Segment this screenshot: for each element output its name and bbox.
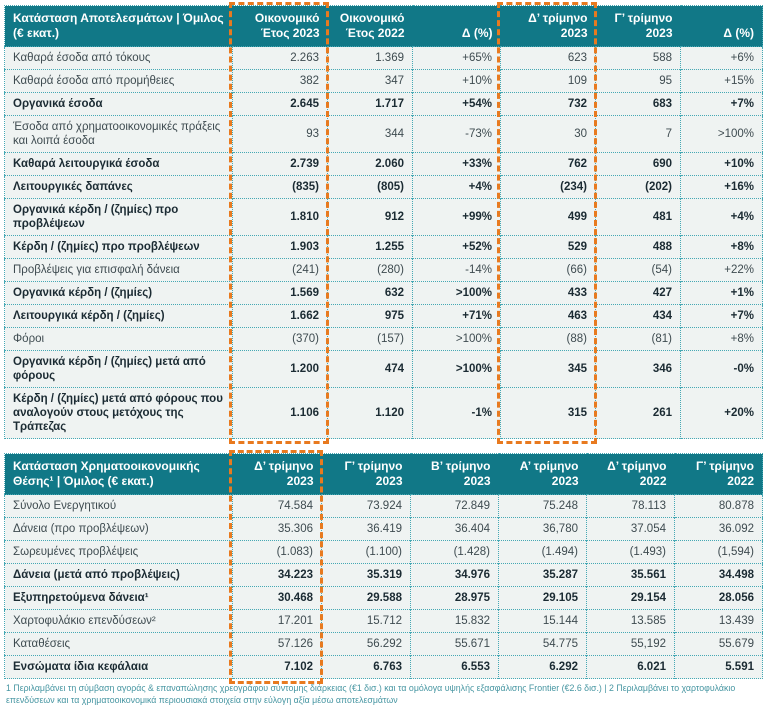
table-row xyxy=(5,93,763,116)
income-statement-table xyxy=(4,5,763,439)
cell-value: 488 xyxy=(596,236,681,259)
cell-value: +8% xyxy=(681,236,763,259)
table-row xyxy=(5,282,763,305)
row-label: Έσοδα από χρηματοοικονομικές πράξεις και λοιπά έσοδα xyxy=(5,116,233,153)
cell-value: 73.924 xyxy=(322,495,411,518)
cell-value: +1% xyxy=(681,282,763,305)
column-header: Δ’ τρίμηνο 2023 xyxy=(501,6,596,47)
cell-value: 975 xyxy=(328,305,413,328)
cell-value: 427 xyxy=(596,282,681,305)
cell-value: 344 xyxy=(328,116,413,153)
row-label: Καθαρά έσοδα από προμήθειες xyxy=(5,70,233,93)
cell-value: >100% xyxy=(681,116,763,153)
cell-value: +16% xyxy=(681,176,763,199)
cell-value: 1.662 xyxy=(233,305,328,328)
row-label: Καθαρά έσοδα από τόκους xyxy=(5,47,233,70)
cell-value: 433 xyxy=(501,282,596,305)
table-row xyxy=(5,495,763,518)
cell-value: (1.494) xyxy=(499,541,587,564)
row-label: Οργανικά κέρδη / (ζημίες) μετά από φόρους xyxy=(5,351,233,388)
column-header: Οικονομικό Έτος 2023 xyxy=(233,6,328,47)
table-row xyxy=(5,305,763,328)
cell-value: +7% xyxy=(681,93,763,116)
column-header: Γ’ τρίμηνο 2023 xyxy=(596,6,681,47)
column-header: Δ (%) xyxy=(681,6,763,47)
cell-value: 1.120 xyxy=(328,388,413,439)
cell-value: (1.100) xyxy=(322,541,411,564)
cell-value: -0% xyxy=(681,351,763,388)
cell-value: 5.591 xyxy=(675,656,763,679)
cell-value: 36.404 xyxy=(411,518,499,541)
table-row xyxy=(5,153,763,176)
cell-value: >100% xyxy=(413,328,501,351)
cell-value: (66) xyxy=(501,259,596,282)
cell-value: 1.717 xyxy=(328,93,413,116)
cell-value: 75.248 xyxy=(499,495,587,518)
footnote: 1 Περιλαμβάνει τη σύμβαση αγοράς & επαναπώλησης χρεογράφου σύντομης διάρκειας (€1 δισ.) και τα ομόλογα υψηλής εξασφάλισης Frontier (€2.6 δισ.) | 2 Περιλαμβάνει το χαρτοφυλάκιο επενδύσεων και τα χρηματοοικονομικά περιουσιακά στοιχεία στην εύλογη αξία μέσω αποτελεσμάτων xyxy=(6,683,736,705)
table-row xyxy=(5,199,763,236)
cell-value: 30.468 xyxy=(233,587,322,610)
column-header: Α’ τρίμηνο 2023 xyxy=(499,454,587,495)
cell-value: 15.712 xyxy=(322,610,411,633)
row-label: Δάνεια (μετά από προβλέψεις) xyxy=(5,564,233,587)
financial-position-table xyxy=(4,453,763,679)
cell-value: 7.102 xyxy=(233,656,322,679)
cell-value: 6.292 xyxy=(499,656,587,679)
column-header: Γ’ τρίμηνο 2022 xyxy=(675,454,763,495)
cell-value: 1.200 xyxy=(233,351,328,388)
cell-value: 6.763 xyxy=(322,656,411,679)
cell-value: 34.976 xyxy=(411,564,499,587)
cell-value: 15.144 xyxy=(499,610,587,633)
column-header: Οικονομικό Έτος 2022 xyxy=(328,6,413,47)
row-label: Σωρευμένες προβλέψεις xyxy=(5,541,233,564)
cell-value: 6.021 xyxy=(587,656,675,679)
cell-value: -14% xyxy=(413,259,501,282)
row-label: Δάνεια (προ προβλέψεων) xyxy=(5,518,233,541)
cell-value: 632 xyxy=(328,282,413,305)
cell-value: 346 xyxy=(596,351,681,388)
row-label: Λειτουργικές δαπάνες xyxy=(5,176,233,199)
table-row xyxy=(5,351,763,388)
cell-value: 56.292 xyxy=(322,633,411,656)
cell-value: 57.126 xyxy=(233,633,322,656)
row-label: Κέρδη / (ζημίες) προ προβλέψεων xyxy=(5,236,233,259)
financial-position-header-row xyxy=(5,454,763,495)
table-row xyxy=(5,116,763,153)
cell-value: 74.584 xyxy=(233,495,322,518)
cell-value: (280) xyxy=(328,259,413,282)
cell-value: 78.113 xyxy=(587,495,675,518)
column-header: Γ’ τρίμηνο 2023 xyxy=(322,454,411,495)
cell-value: 261 xyxy=(596,388,681,439)
cell-value: 1.106 xyxy=(233,388,328,439)
cell-value: +8% xyxy=(681,328,763,351)
cell-value: 13.439 xyxy=(675,610,763,633)
cell-value: 434 xyxy=(596,305,681,328)
cell-value: 345 xyxy=(501,351,596,388)
cell-value: 29.105 xyxy=(499,587,587,610)
cell-value: -1% xyxy=(413,388,501,439)
cell-value: 35.306 xyxy=(233,518,322,541)
cell-value: 588 xyxy=(596,47,681,70)
column-header: Δ (%) xyxy=(413,6,501,47)
row-label: Οργανικά κέρδη / (ζημίες) προ προβλέψεων xyxy=(5,199,233,236)
cell-value: 347 xyxy=(328,70,413,93)
cell-value: 1.255 xyxy=(328,236,413,259)
cell-value: 2.739 xyxy=(233,153,328,176)
cell-value: (1.493) xyxy=(587,541,675,564)
row-label: Φόροι xyxy=(5,328,233,351)
cell-value: (1.428) xyxy=(411,541,499,564)
cell-value: 54.775 xyxy=(499,633,587,656)
cell-value: 109 xyxy=(501,70,596,93)
cell-value: 1.903 xyxy=(233,236,328,259)
cell-value: (805) xyxy=(328,176,413,199)
cell-value: 28.056 xyxy=(675,587,763,610)
cell-value: (1.083) xyxy=(233,541,322,564)
cell-value: 55,192 xyxy=(587,633,675,656)
table-row xyxy=(5,176,763,199)
cell-value: (157) xyxy=(328,328,413,351)
cell-value: 690 xyxy=(596,153,681,176)
row-label: Οργανικά έσοδα xyxy=(5,93,233,116)
cell-value: +65% xyxy=(413,47,501,70)
cell-value: 1.810 xyxy=(233,199,328,236)
cell-value: 762 xyxy=(501,153,596,176)
table-row xyxy=(5,633,763,656)
cell-value: +10% xyxy=(681,153,763,176)
cell-value: 6.553 xyxy=(411,656,499,679)
cell-value: 29.154 xyxy=(587,587,675,610)
row-label: Καταθέσεις xyxy=(5,633,233,656)
table-row xyxy=(5,259,763,282)
cell-value: 35.561 xyxy=(587,564,675,587)
table-row xyxy=(5,236,763,259)
cell-value: 35.319 xyxy=(322,564,411,587)
cell-value: 34.498 xyxy=(675,564,763,587)
cell-value: 474 xyxy=(328,351,413,388)
cell-value: 529 xyxy=(501,236,596,259)
cell-value: 7 xyxy=(596,116,681,153)
table-row xyxy=(5,70,763,93)
cell-value: 29.588 xyxy=(322,587,411,610)
cell-value: 1.569 xyxy=(233,282,328,305)
cell-value: 30 xyxy=(501,116,596,153)
cell-value: (88) xyxy=(501,328,596,351)
financial-position-section xyxy=(4,453,762,679)
cell-value: >100% xyxy=(413,282,501,305)
cell-value: 80.878 xyxy=(675,495,763,518)
cell-value: 17.201 xyxy=(233,610,322,633)
column-header: Δ’ τρίμηνο 2022 xyxy=(587,454,675,495)
row-label: Ενσώματα ίδια κεφάλαια xyxy=(5,656,233,679)
cell-value: (202) xyxy=(596,176,681,199)
income-statement-section xyxy=(4,5,762,439)
cell-value: +22% xyxy=(681,259,763,282)
cell-value: +52% xyxy=(413,236,501,259)
cell-value: +10% xyxy=(413,70,501,93)
row-label: Κέρδη / (ζημίες) μετά από φόρους που αναλογούν στους μετόχους της Τράπεζας xyxy=(5,388,233,439)
cell-value: 2.060 xyxy=(328,153,413,176)
table-row xyxy=(5,587,763,610)
cell-value: 28.975 xyxy=(411,587,499,610)
cell-value: 2.263 xyxy=(233,47,328,70)
table-row xyxy=(5,541,763,564)
table-row xyxy=(5,564,763,587)
table-row xyxy=(5,47,763,70)
table-title: Κατάσταση Αποτελεσμάτων | Όμιλος (€ εκατ.) xyxy=(5,6,233,47)
row-label: Σύνολο Ενεργητικού xyxy=(5,495,233,518)
row-label: Εξυπηρετούμενα δάνεια¹ xyxy=(5,587,233,610)
cell-value: (54) xyxy=(596,259,681,282)
cell-value: +4% xyxy=(681,199,763,236)
cell-value: >100% xyxy=(413,351,501,388)
cell-value: 623 xyxy=(501,47,596,70)
cell-value: (241) xyxy=(233,259,328,282)
income-statement-header-row xyxy=(5,6,763,47)
cell-value: 93 xyxy=(233,116,328,153)
cell-value: 34.223 xyxy=(233,564,322,587)
cell-value: +99% xyxy=(413,199,501,236)
row-label: Καθαρά λειτουργικά έσοδα xyxy=(5,153,233,176)
cell-value: 315 xyxy=(501,388,596,439)
row-label: Λειτουργικά κέρδη / (ζημίες) xyxy=(5,305,233,328)
cell-value: 13.585 xyxy=(587,610,675,633)
cell-value: +7% xyxy=(681,305,763,328)
table-row xyxy=(5,388,763,439)
cell-value: (370) xyxy=(233,328,328,351)
column-header: Β’ τρίμηνο 2023 xyxy=(411,454,499,495)
cell-value: 1.369 xyxy=(328,47,413,70)
cell-value: 95 xyxy=(596,70,681,93)
table-row xyxy=(5,610,763,633)
cell-value: 37.054 xyxy=(587,518,675,541)
cell-value: +15% xyxy=(681,70,763,93)
cell-value: 683 xyxy=(596,93,681,116)
row-label: Χαρτοφυλάκιο επενδύσεων² xyxy=(5,610,233,633)
cell-value: +54% xyxy=(413,93,501,116)
cell-value: (81) xyxy=(596,328,681,351)
cell-value: 382 xyxy=(233,70,328,93)
cell-value: (234) xyxy=(501,176,596,199)
cell-value: (835) xyxy=(233,176,328,199)
cell-value: -73% xyxy=(413,116,501,153)
cell-value: 499 xyxy=(501,199,596,236)
cell-value: 463 xyxy=(501,305,596,328)
row-label: Οργανικά κέρδη / (ζημίες) xyxy=(5,282,233,305)
cell-value: (1,594) xyxy=(675,541,763,564)
table-row xyxy=(5,328,763,351)
cell-value: 2.645 xyxy=(233,93,328,116)
cell-value: +6% xyxy=(681,47,763,70)
cell-value: 15.832 xyxy=(411,610,499,633)
column-header: Δ’ τρίμηνο 2023 xyxy=(233,454,322,495)
cell-value: +4% xyxy=(413,176,501,199)
cell-value: 55.679 xyxy=(675,633,763,656)
cell-value: +33% xyxy=(413,153,501,176)
cell-value: 912 xyxy=(328,199,413,236)
cell-value: 36.419 xyxy=(322,518,411,541)
table-row xyxy=(5,656,763,679)
cell-value: 481 xyxy=(596,199,681,236)
cell-value: 72.849 xyxy=(411,495,499,518)
cell-value: 36.092 xyxy=(675,518,763,541)
cell-value: 732 xyxy=(501,93,596,116)
cell-value: +71% xyxy=(413,305,501,328)
cell-value: 35.287 xyxy=(499,564,587,587)
table-row xyxy=(5,518,763,541)
cell-value: +20% xyxy=(681,388,763,439)
table-title: Κατάσταση Χρηματοοικονομικής Θέσης¹ | Όμιλος (€ εκατ.) xyxy=(5,454,233,495)
row-label: Προβλέψεις για επισφαλή δάνεια xyxy=(5,259,233,282)
cell-value: 36,780 xyxy=(499,518,587,541)
cell-value: 55.671 xyxy=(411,633,499,656)
